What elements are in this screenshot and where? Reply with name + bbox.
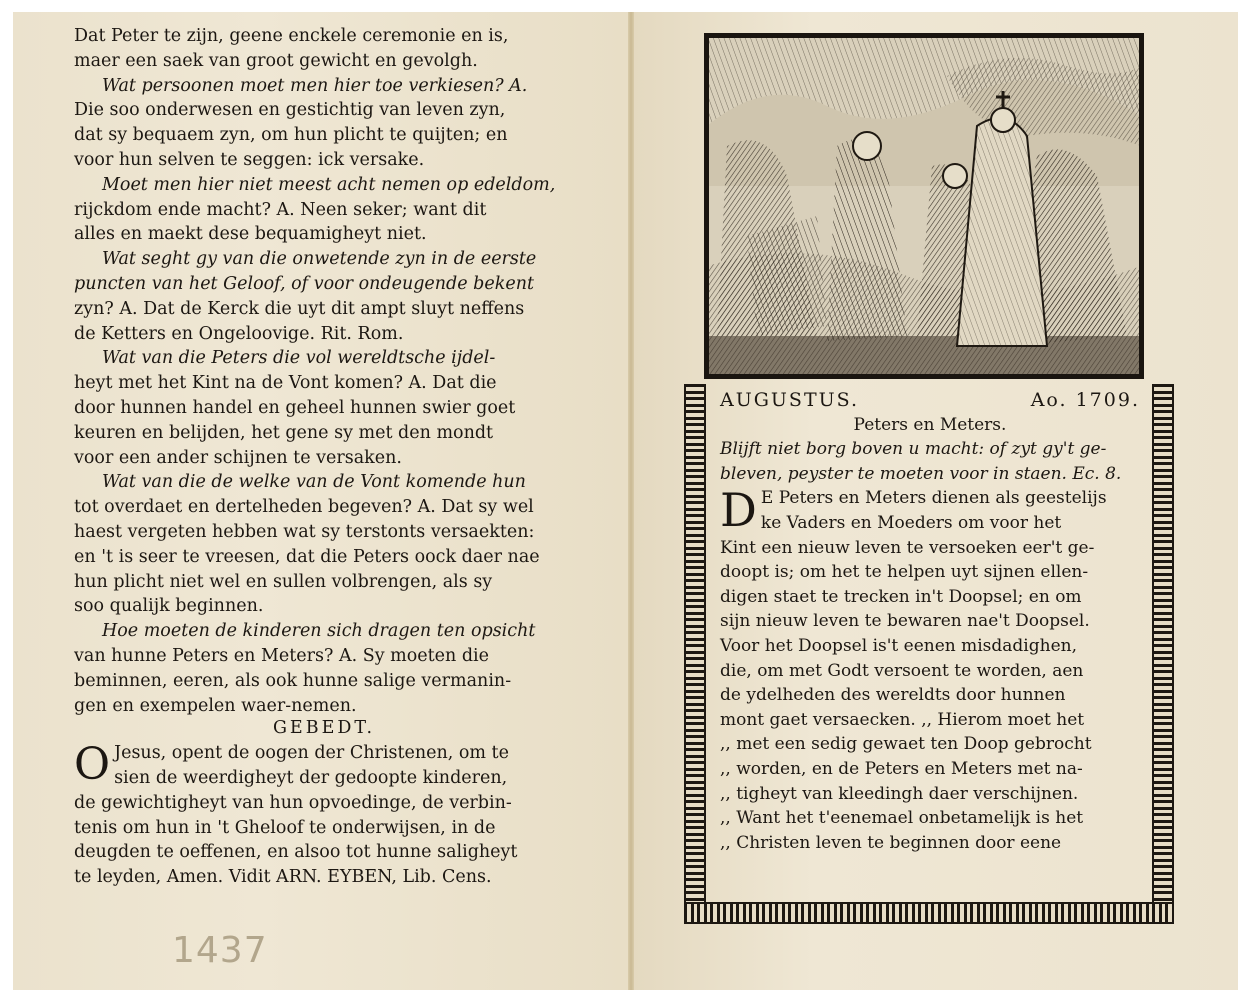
- body-line: ,, Christen leven te beginnen door eene: [720, 832, 1062, 853]
- text-line: alles en maekt dese bequamigheyt niet.: [74, 224, 427, 245]
- body-line: doopt is; om het te helpen uyt sijnen ellen-: [720, 562, 1089, 583]
- body-paragraph: [720, 483, 1140, 855]
- right-page-text: [720, 388, 1140, 855]
- body-line: ,, tigheyt van kleedingh daer verschijnen.: [720, 783, 1079, 804]
- text-line: Wat persoonen moet men hier toe verkiesen? A.: [102, 75, 528, 96]
- bottom-border-strip: [684, 902, 1174, 924]
- text-line: soo qualijk beginnen.: [74, 596, 264, 617]
- body-line: ,, worden, en de Peters en Meters met na-: [720, 758, 1083, 779]
- motto-line: Blijft niet borg boven u macht: of zyt gy't ge-: [720, 439, 1107, 460]
- text-line: en 't is seer te vreesen, dat die Peters oock daer nae: [74, 546, 540, 567]
- prayer-drop-cap: O: [74, 739, 111, 791]
- month-label: AUGUSTUS.: [720, 389, 860, 411]
- body-line: ke Vaders en Moeders om voor het: [760, 512, 1062, 533]
- body-line: Kint een nieuw leven te versoeken eer't ge-: [720, 537, 1095, 558]
- woodcut-illustration: [704, 33, 1144, 379]
- left-page-text: [74, 24, 574, 890]
- text-line: voor een ander schijnen te versaken.: [74, 447, 402, 468]
- text-line: rijckdom ende macht? A. Neen seker; want dit: [74, 199, 487, 220]
- year-label: Ao. 1709.: [1030, 389, 1140, 411]
- woodcut-engraving-icon: [707, 36, 1141, 376]
- right-border-strip: [1152, 384, 1174, 924]
- body-line: sijn nieuw leven te bewaren nae't Doopsel.: [720, 611, 1090, 632]
- text-line: Die soo onderwesen en gestichtig van leven zyn,: [74, 100, 506, 121]
- body-line: ,, met een sedig gewaet ten Doop gebrocht: [720, 734, 1092, 755]
- body-line: de ydelheden des wereldts door hunnen: [720, 685, 1066, 706]
- text-line: Wat seght gy van die onwetende zyn in de eerste: [102, 249, 537, 270]
- text-line: maer een saek van groot gewicht en gevolgh.: [74, 50, 478, 71]
- body-line: Voor het Doopsel is't eenen misdadighen,: [720, 635, 1077, 656]
- text-line: Moet men hier niet meest acht nemen op edeldom,: [102, 174, 556, 195]
- body-line: E Peters en Meters dienen als geestelijs: [760, 488, 1107, 509]
- prayer-line: de gewichtigheyt van hun opvoedinge, de verbin-: [74, 792, 512, 813]
- body-line: digen staet te trecken in't Doopsel; en om: [720, 586, 1082, 607]
- text-line: voor hun selven te seggen: ick versake.: [74, 149, 425, 170]
- text-line: zyn? A. Dat de Kerck die uyt dit ampt sluyt neffens: [74, 298, 525, 319]
- body-line: ,, Want het t'eenemael onbetamelijk is het: [720, 808, 1084, 829]
- left-border-strip: [684, 384, 706, 924]
- text-line: tot overdaet en dertelheden begeven? A. Dat sy wel: [74, 497, 534, 518]
- prayer-line: tenis om hun in 't Gheloof te onderwijsen, in de: [74, 817, 496, 838]
- body-line: die, om met Godt versoent te worden, aen: [720, 660, 1084, 681]
- text-line: van hunne Peters en Meters? A. Sy moeten die: [74, 645, 490, 666]
- motto: [720, 437, 1140, 486]
- text-line: heyt met het Kint na de Vont komen? A. Dat die: [74, 373, 497, 394]
- text-line: hun plicht niet wel en sullen volbrengen, als sy: [74, 571, 493, 592]
- drop-cap: D: [720, 483, 757, 538]
- prayer-line: te leyden, Amen. Vidit ARN. EYBEN, Lib. Cens.: [74, 867, 492, 888]
- text-line: haest vergeten hebben wat sy terstonts versaekten:: [74, 521, 535, 542]
- prayer-text: [74, 741, 574, 890]
- text-line: puncten van het Geloof, of voor ondeugende bekent: [74, 273, 534, 294]
- text-line: door hunnen handel en geheel hunnen swier goet: [74, 397, 516, 418]
- inventory-number: 1437: [172, 930, 268, 971]
- motto-line: bleven, peyster te moeten voor in staen. Ec. 8.: [720, 463, 1122, 484]
- text-line: Wat van die de welke van de Vont komende hun: [102, 472, 526, 493]
- calendar-header: [720, 388, 1140, 413]
- text-line: beminnen, eeren, als ook hunne salige vermanin-: [74, 670, 512, 691]
- text-line: Hoe moeten de kinderen sich dragen ten opsicht: [102, 621, 536, 642]
- text-line: gen en exempelen waer-nemen.: [74, 695, 357, 716]
- text-line: de Ketters en Ongeloovige. Rit. Rom.: [74, 323, 404, 344]
- prayer-line: Jesus, opent de oogen der Christenen, om te: [114, 743, 509, 764]
- text-line: dat sy bequaem zyn, om hun plicht te quijten; en: [74, 125, 508, 146]
- prayer-line: sien de weerdigheyt der gedoopte kinderen,: [114, 767, 508, 788]
- prayer-heading: GEBEDT.: [272, 718, 376, 739]
- page-title: Peters en Meters.: [853, 414, 1007, 435]
- gutter-fold: [628, 12, 634, 990]
- text-line: Dat Peter te zijn, geene enckele ceremonie en is,: [74, 26, 509, 46]
- body-line: mont gaet versaecken. ,, Hierom moet het: [720, 709, 1085, 730]
- prayer-line: deugden te oeffenen, en alsoo tot hunne saligheyt: [74, 842, 518, 863]
- text-line: Wat van die Peters die vol wereldtsche ijdel-: [102, 348, 496, 369]
- text-line: keuren en belijden, het gene sy met den mondt: [74, 422, 494, 443]
